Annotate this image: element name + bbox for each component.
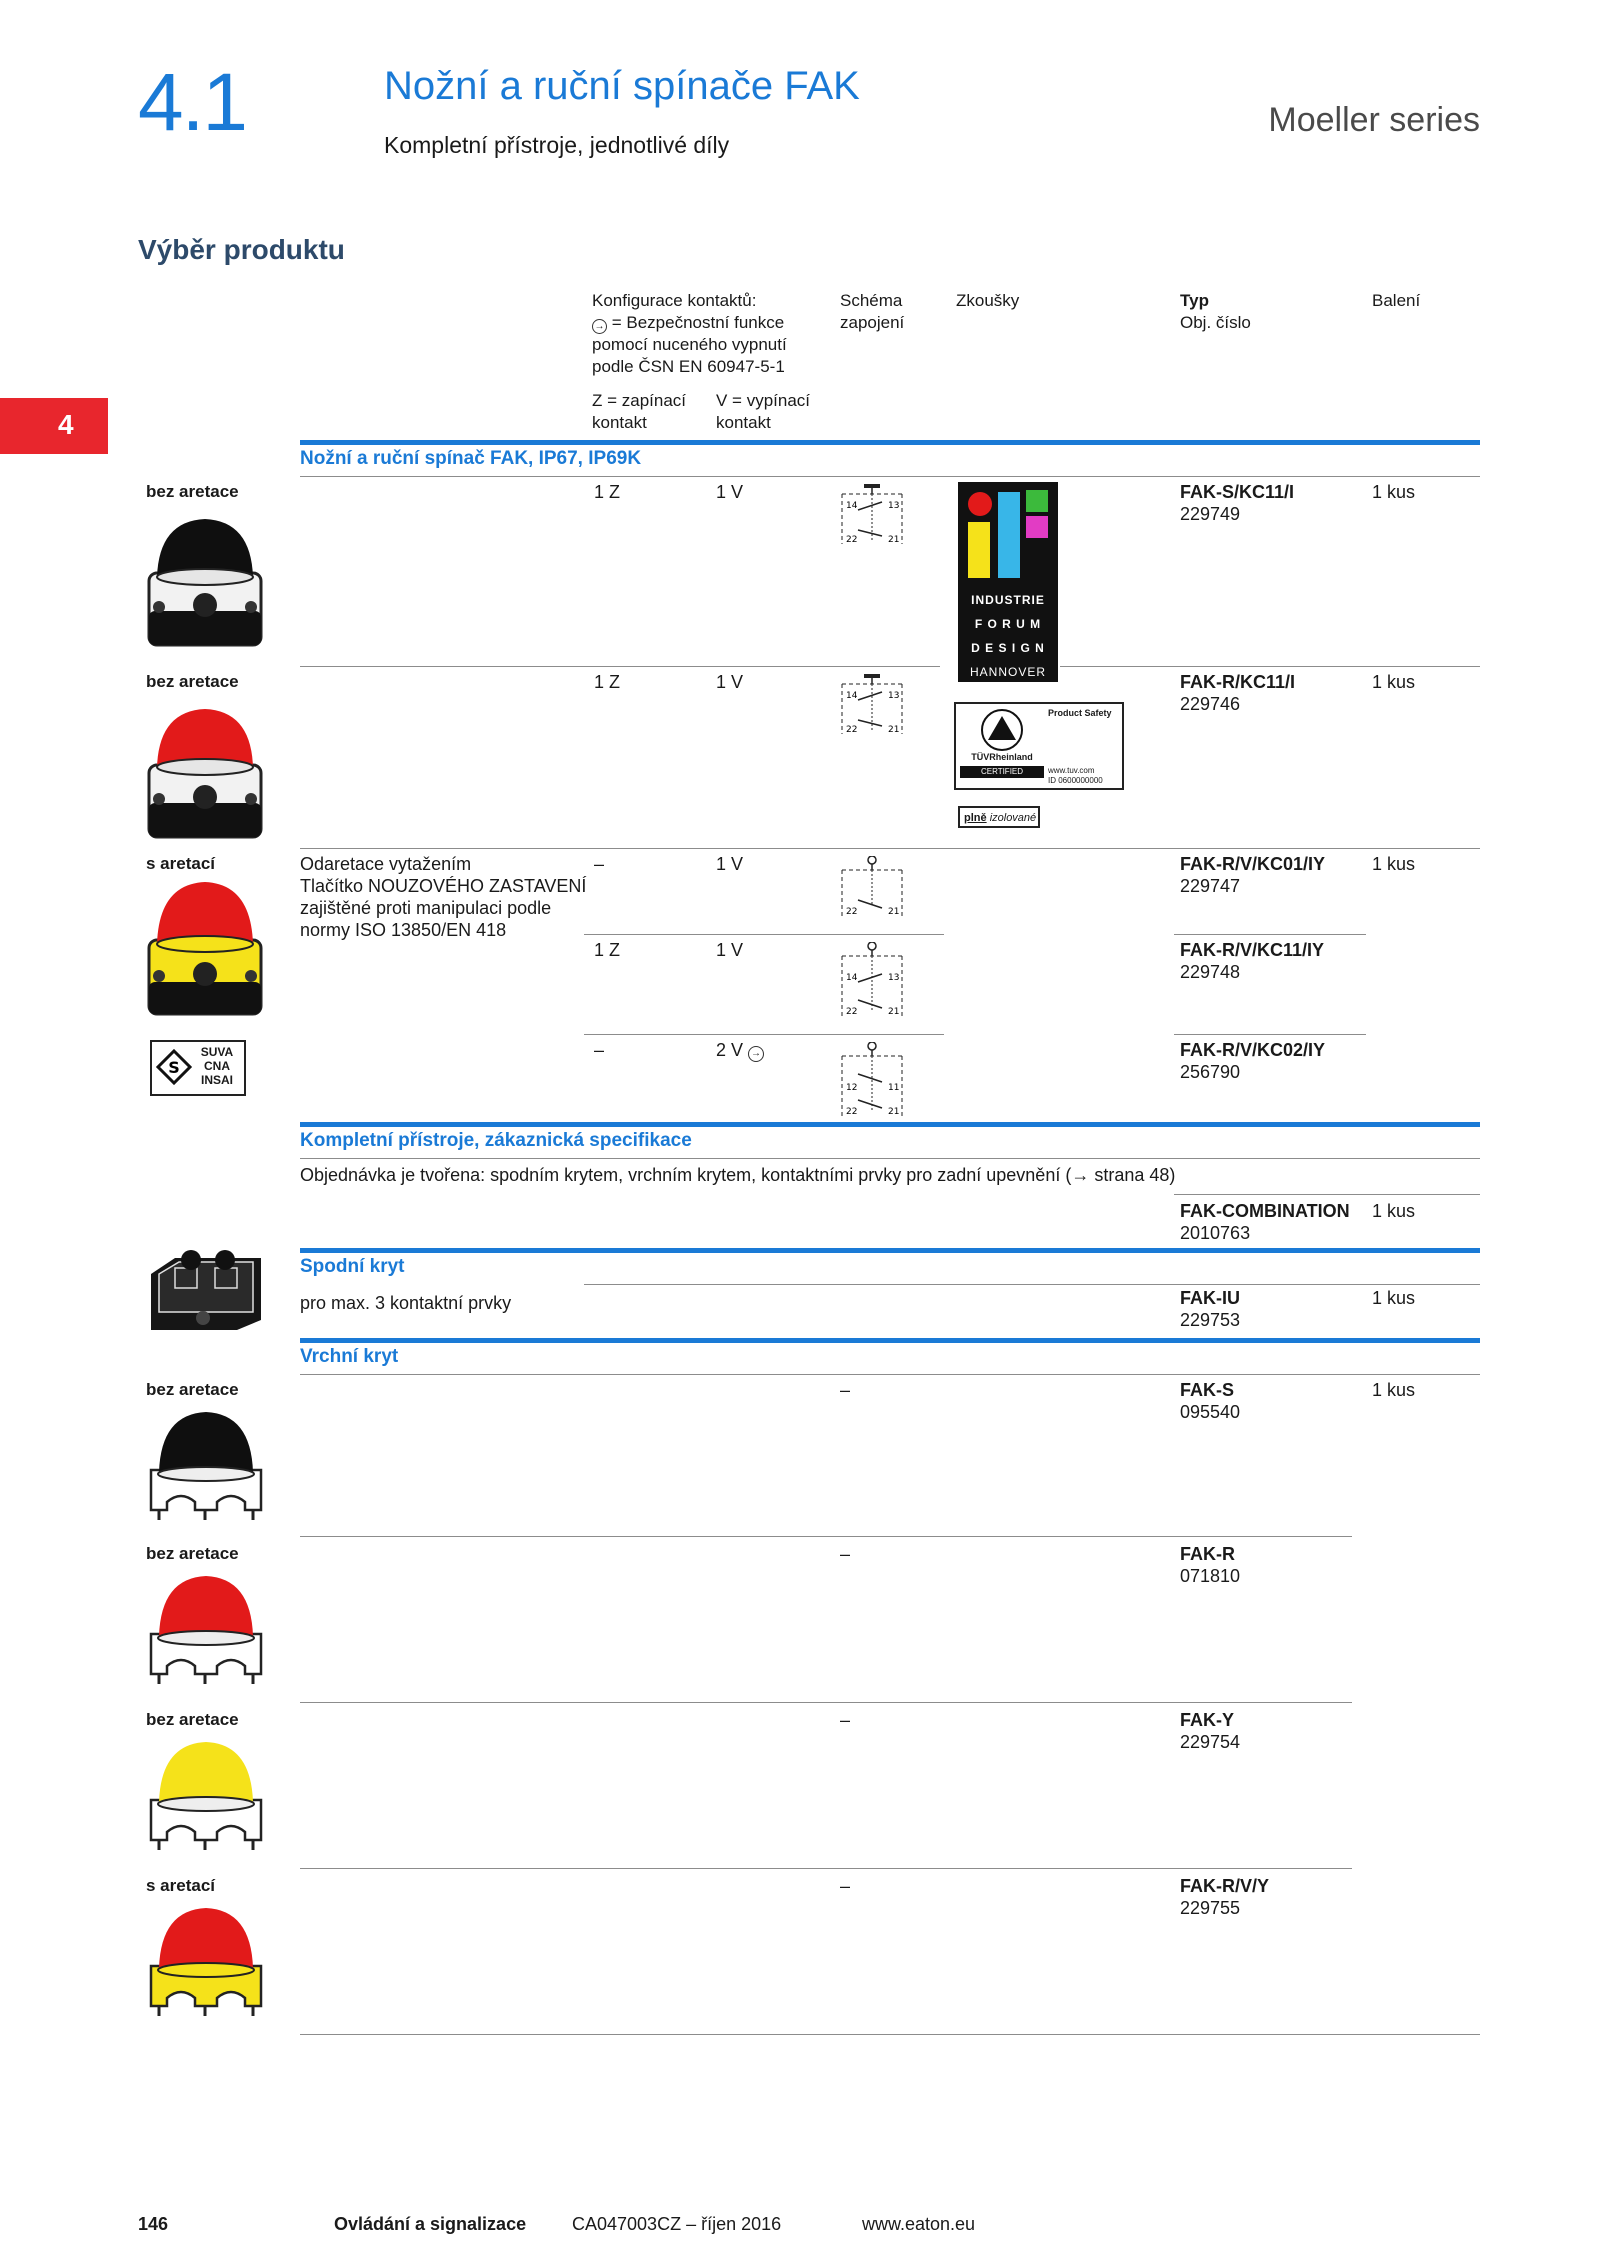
- row2-type: FAK-R/KC11/I: [1180, 672, 1296, 692]
- col-z-line1: Z = zapínací: [592, 391, 687, 410]
- if-logo-red-dot: [968, 492, 992, 516]
- row4-rule-right: [1174, 934, 1366, 935]
- insulated-word2: izolované: [989, 812, 1037, 824]
- row5-order: 256790: [1180, 1062, 1241, 1082]
- schema4-t13: 13: [888, 973, 900, 983]
- row1-pack: 1 kus: [1372, 482, 1416, 502]
- section3-type: FAK-IU: [1180, 1288, 1240, 1308]
- row3-desc-line3: zajištěné proti manipulaci podle: [300, 898, 552, 918]
- schema1-t22: 22: [846, 535, 858, 545]
- section4-row1-rule: [300, 1374, 1480, 1375]
- if-logo-pink-square: [1026, 516, 1048, 538]
- section4-row3-rule: [300, 1702, 1352, 1703]
- row3-label: s aretací: [146, 854, 215, 873]
- red-top-cover-image: [145, 1574, 267, 1686]
- black-top-cover-image: [145, 1410, 267, 1522]
- row2-pack: 1 kus: [1372, 672, 1416, 692]
- schema3-t22: 22: [846, 907, 858, 917]
- suva-logo: [150, 1040, 246, 1096]
- s4-row1-order: 095540: [1180, 1402, 1241, 1422]
- table-end-rule: [300, 2034, 1480, 2035]
- col-type-header: [1180, 290, 1251, 334]
- schema-1z1v-3: [838, 942, 906, 1020]
- tuv-url: www.tuv.com: [1048, 766, 1095, 775]
- col-v-header: [716, 390, 810, 434]
- schema4-t22: 22: [846, 1007, 858, 1017]
- insulated-badge: [958, 806, 1040, 828]
- s4-row1-schema: –: [840, 1380, 851, 1400]
- col-config-line2-text: = Bezpečnostní funkce: [611, 313, 785, 332]
- tuv-id: ID 0600000000: [1048, 776, 1103, 785]
- section4-title: Vrchní kryt: [300, 1346, 399, 1367]
- schema5-t12: 12: [846, 1083, 858, 1093]
- col-pack-header: Balení: [1372, 291, 1421, 310]
- section3-title: Spodní kryt: [300, 1256, 405, 1277]
- row5-v: [716, 1039, 764, 1062]
- section2-pack: 1 kus: [1372, 1201, 1416, 1221]
- section2-row-rule: [1174, 1194, 1480, 1195]
- section1-title: Nožní a ruční spínač FAK, IP67, IP69K: [300, 448, 642, 469]
- suva-s-icon: [156, 1049, 192, 1085]
- row3-desc-line1: Odaretace vytažením: [300, 854, 472, 874]
- row2-order: 229746: [1180, 694, 1241, 714]
- page-subtitle: Kompletní přístroje, jednotlivé díly: [384, 132, 730, 158]
- section2-note-prefix: Objednávka je tvořena: spodním krytem, vrchním krytem, kontaktními prvky pro zadní upevnění (: [300, 1165, 1072, 1185]
- schema5-t11: 11: [888, 1083, 900, 1093]
- row1-order: 229749: [1180, 504, 1241, 524]
- section4-rule: [300, 1338, 1480, 1343]
- col-schema-header: [840, 290, 904, 334]
- s4-row3-order: 229754: [1180, 1732, 1241, 1752]
- s4-row3-type: FAK-Y: [1180, 1710, 1234, 1730]
- row5-rule: [584, 1034, 944, 1035]
- schema-1z1v-1: [838, 484, 906, 550]
- if-logo-text: [958, 588, 1058, 684]
- s4-row3-schema: –: [840, 1710, 851, 1730]
- tuv-badge: [954, 702, 1124, 790]
- s4-row1-label: bez aretace: [146, 1380, 239, 1399]
- row5-z: –: [594, 1040, 605, 1060]
- safety-function-icon: →: [592, 319, 607, 334]
- schema4-t21: 21: [888, 1007, 900, 1017]
- schema1-t14: 14: [846, 501, 858, 511]
- row3-desc-line2: Tlačítko NOUZOVÉHO ZASTAVENÍ: [300, 876, 587, 896]
- schema3-t21: 21: [888, 907, 900, 917]
- schema-2v: [838, 1042, 906, 1120]
- col-tests-header: Zkoušky: [956, 291, 1020, 310]
- s4-row2-type: FAK-R: [1180, 1544, 1235, 1564]
- row3-order: 229747: [1180, 876, 1241, 896]
- black-button-image: [145, 515, 265, 647]
- row3-z: –: [594, 854, 605, 874]
- section3-order: 229753: [1180, 1310, 1241, 1330]
- s4-row3-label: bez aretace: [146, 1710, 239, 1729]
- safety-function-icon: →: [748, 1046, 764, 1062]
- schema2-t13: 13: [888, 691, 900, 701]
- row2-z: 1 Z: [594, 672, 621, 692]
- row4-z: 1 Z: [594, 940, 621, 960]
- col-schema-line1: Schéma: [840, 291, 903, 310]
- section3-rule: [300, 1248, 1480, 1253]
- col-schema-line2: zapojení: [840, 313, 905, 332]
- s4-row2-order: 071810: [1180, 1566, 1241, 1586]
- svg-text:S: S: [168, 1058, 180, 1077]
- row1-z: 1 Z: [594, 482, 621, 502]
- red-yellow-button-image: [145, 878, 265, 1018]
- row4-order: 229748: [1180, 962, 1241, 982]
- suva-line3: INSAI: [200, 1073, 233, 1087]
- row3-desc: [300, 853, 590, 941]
- col-order-label: Obj. číslo: [1180, 313, 1251, 332]
- if-design-logo: [958, 482, 1058, 682]
- row1-type: FAK-S/KC11/I: [1180, 482, 1295, 502]
- row4-rule: [584, 934, 944, 935]
- bottom-housing-image: [145, 1250, 267, 1332]
- if-logo-line4: HANNOVER: [969, 665, 1046, 679]
- chapter-tab: [0, 398, 108, 454]
- col-config-line2: [592, 312, 822, 334]
- section2-note: [300, 1164, 1175, 1186]
- schema2-t22: 22: [846, 725, 858, 735]
- schema5-t21: 21: [888, 1107, 900, 1117]
- schema-1v: [838, 856, 906, 922]
- schema2-t14: 14: [846, 691, 858, 701]
- schema1-t13: 13: [888, 501, 900, 511]
- schema-1z1v-2: [838, 674, 906, 740]
- footer-chapter: Ovládání a signalizace: [334, 2214, 527, 2234]
- insulated-word1: plně: [964, 812, 987, 824]
- s4-row4-label: s aretací: [146, 1876, 215, 1895]
- row4-v: 1 V: [716, 940, 744, 960]
- s4-row1-pack: 1 kus: [1372, 1380, 1416, 1400]
- product-selection-heading: Výběr produktu: [138, 234, 345, 265]
- row2-rule-right: [1060, 666, 1480, 667]
- if-logo-line2: F O R U M: [974, 617, 1042, 631]
- col-config-line4: podle ČSN EN 60947-5-1: [592, 357, 785, 376]
- col-config-line3: pomocí nuceného vypnutí: [592, 335, 787, 354]
- col-v-line2: kontakt: [716, 413, 771, 432]
- suva-line2: CNA: [204, 1059, 230, 1073]
- col-type-label: Typ: [1180, 291, 1209, 310]
- row3-pack: 1 kus: [1372, 854, 1416, 874]
- section4-row2-rule: [300, 1536, 1352, 1537]
- section2-type: FAK-COMBINATION: [1180, 1201, 1350, 1221]
- row1-label: bez aretace: [146, 482, 239, 501]
- schema1-t21: 21: [888, 535, 900, 545]
- section3-desc: pro max. 3 kontaktní prvky: [300, 1293, 512, 1313]
- section-number: 4.1: [138, 57, 246, 148]
- row5-v-text: 2 V: [716, 1040, 744, 1060]
- section2-rule: [300, 1122, 1480, 1127]
- row2-v: 1 V: [716, 672, 744, 692]
- footer-web[interactable]: www.eaton.eu: [862, 2214, 976, 2234]
- col-z-header: [592, 390, 686, 434]
- section2-title-rule: [300, 1158, 1480, 1159]
- row4-type: FAK-R/V/KC11/IY: [1180, 940, 1325, 960]
- row1-v: 1 V: [716, 482, 744, 502]
- tuv-brand: TÜVRheinland: [971, 752, 1033, 762]
- series-label: Moeller series: [1268, 101, 1480, 139]
- if-logo-blue-bar: [998, 492, 1020, 578]
- if-logo-green-square: [1026, 490, 1048, 512]
- tuv-logo-box: [960, 708, 1044, 778]
- if-logo-line1: INDUSTRIE: [971, 593, 1045, 607]
- if-logo-line3: D E S I G N: [971, 641, 1045, 655]
- section2-order: 2010763: [1180, 1223, 1251, 1243]
- row2-label: bez aretace: [146, 672, 239, 691]
- schema5-t22: 22: [846, 1107, 858, 1117]
- schema2-t21: 21: [888, 725, 900, 735]
- s4-row4-order: 229755: [1180, 1898, 1241, 1918]
- section2-title: Kompletní přístroje, zákaznická specifikace: [300, 1130, 692, 1151]
- page-title: Nožní a ruční spínače FAK: [384, 64, 860, 108]
- footer-doc: CA047003CZ – říjen 2016: [572, 2214, 782, 2234]
- col-config-header: [592, 290, 822, 378]
- suva-text: [194, 1045, 240, 1087]
- s4-row4-type: FAK-R/V/Y: [1180, 1876, 1270, 1896]
- s4-row1-type: FAK-S: [1180, 1380, 1234, 1400]
- red-button-image: [145, 705, 265, 839]
- row3-type: FAK-R/V/KC01/IY: [1180, 854, 1326, 874]
- row5-rule-right: [1174, 1034, 1366, 1035]
- tuv-triangle-icon: [960, 708, 1044, 752]
- s4-row4-schema: –: [840, 1876, 851, 1896]
- yellow-top-cover-image: [145, 1740, 267, 1852]
- row3-rule: [300, 848, 1480, 849]
- red-yellow-top-cover-image: [145, 1906, 267, 2018]
- row3-desc-line4: normy ISO 13850/EN 418: [300, 920, 507, 940]
- section1-rule: [300, 440, 1480, 445]
- section4-row4-rule: [300, 1868, 1352, 1869]
- chapter-tab-number: 4: [58, 409, 74, 440]
- s4-row2-label: bez aretace: [146, 1544, 239, 1563]
- tuv-product-safety: Product Safety: [1048, 708, 1112, 718]
- col-z-line2: kontakt: [592, 413, 647, 432]
- section1-row1-rule: [300, 476, 1480, 477]
- tuv-certified: CERTIFIED: [960, 766, 1044, 778]
- row2-rule: [300, 666, 940, 667]
- section3-row-rule: [584, 1284, 1480, 1285]
- col-config-line1: Konfigurace kontaktů:: [592, 291, 757, 310]
- row5-type: FAK-R/V/KC02/IY: [1180, 1040, 1326, 1060]
- section3-pack: 1 kus: [1372, 1288, 1416, 1308]
- suva-line1: SUVA: [200, 1045, 234, 1059]
- row3-v: 1 V: [716, 854, 744, 874]
- arrow-right-icon: →: [1071, 1165, 1090, 1185]
- s4-row2-schema: –: [840, 1544, 851, 1564]
- col-v-line1: V = vypínací: [716, 391, 811, 410]
- section2-note-suffix: strana 48): [1089, 1165, 1176, 1185]
- if-logo-yellow-bar: [968, 522, 990, 578]
- schema4-t14: 14: [846, 973, 858, 983]
- footer-page-number: 146: [138, 2214, 169, 2234]
